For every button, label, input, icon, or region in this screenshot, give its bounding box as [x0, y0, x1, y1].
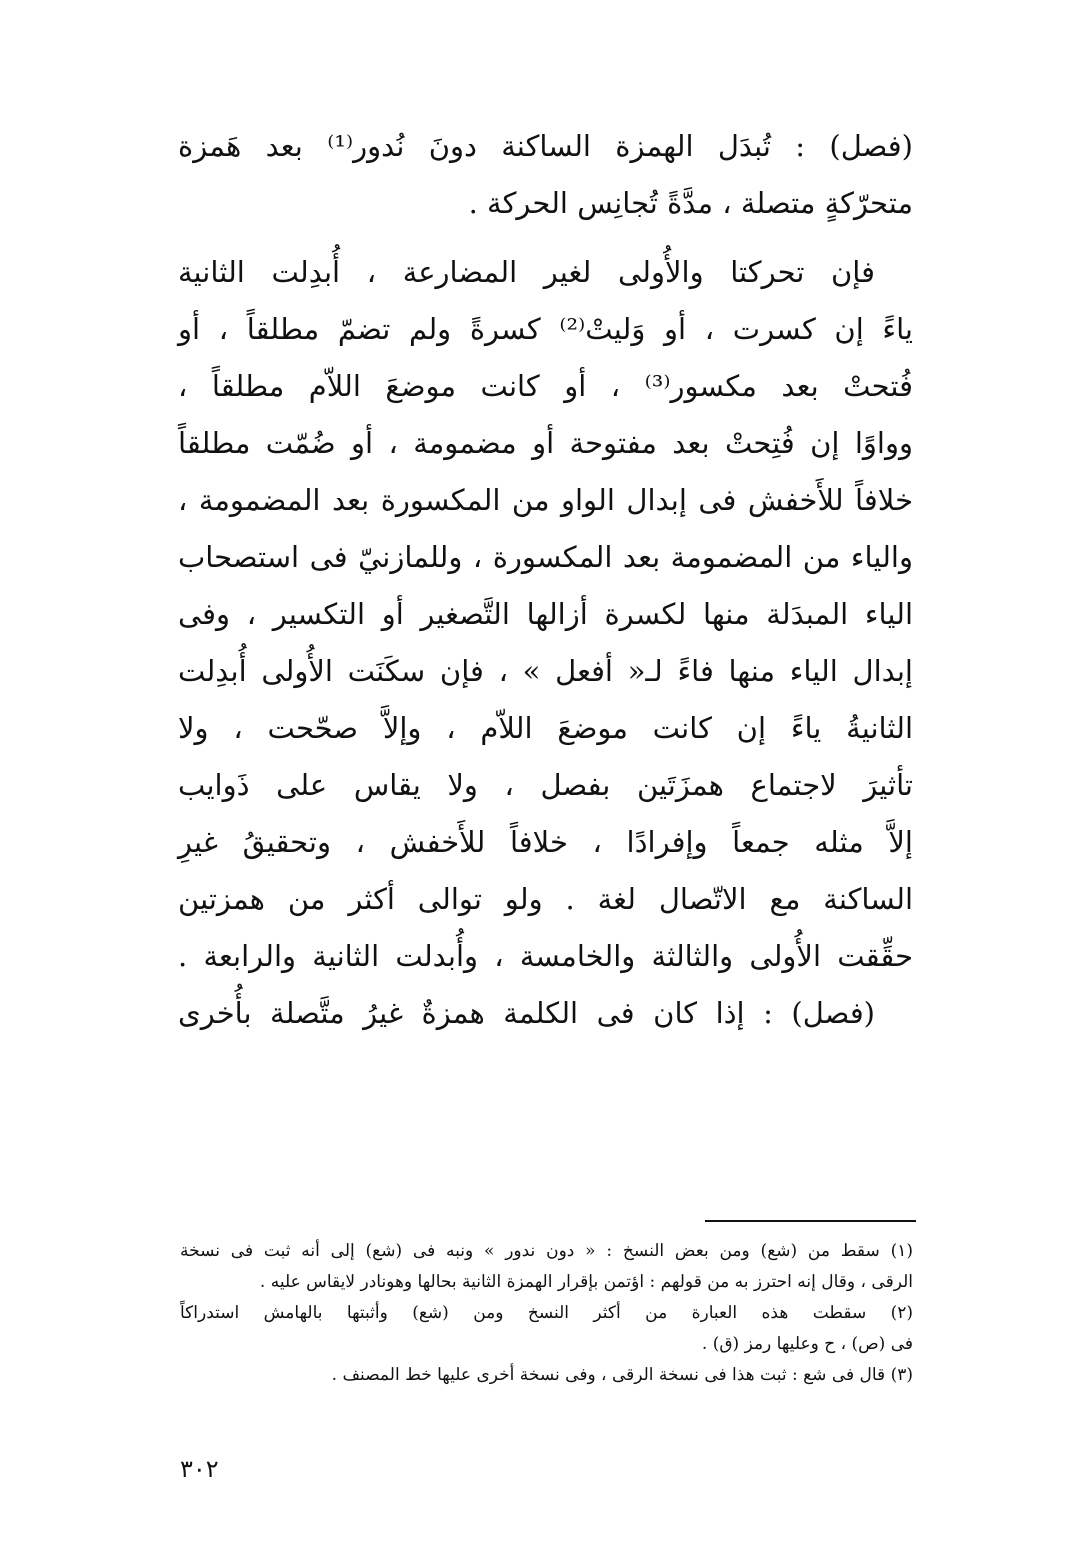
text-line-2: متحرّكةٍ متصلة ، مدَّةً تُجانِس الحركة . [468, 186, 913, 220]
footnotes [180, 1236, 913, 1391]
main-text-body [178, 118, 913, 1042]
text-line-8: والياء من المضمومة بعد المكسورة ، وللمازنيّ فى استصحاب [178, 540, 913, 574]
text-line-1: (فصل) : تُبدَل الهمزة الساكنة دونَ نُدور⁽¹⁾ بعد هَمزة [178, 129, 913, 163]
footnote-1-line-2: الرقى ، وقال إنه احترز به من قولهم : اؤتمن بإقرار الهمزة الثانية بحالها وهونادر لايقاس عليه . [259, 1272, 913, 1292]
text-line-13: إلاَّ مثله جمعاً وإفرادًا ، خلافاً للأَخفش ، وتحقيقُ غيرِ [178, 825, 913, 859]
text-line-5: فُتحتْ بعد مكسور⁽³⁾ ، أو كانت موضعَ اللاّم مطلقاً ، [178, 369, 913, 403]
text-line-9: الياء المبدَلة منها لكسرة أزالها التَّصغير أو التكسير ، وفى [178, 597, 913, 631]
footnote-1-line-1: (١) سقط من (شع) ومن بعض النسخ : « دون ندور » ونبه فى (شع) إلى أنه ثبت فى نسخة [180, 1241, 913, 1261]
text-line-15: حقِّقت الأُولى والثالثة والخامسة ، وأُبدلت الثانية والرابعة . [178, 939, 913, 973]
text-line-12: تأثيرَ لاجتماع همزَتَين بفصل ، ولا يقاس على ذَوايب [178, 768, 913, 802]
footnote-3: (٣) قال فى شع : ثبت هذا فى نسخة الرقى ، وفى نسخة أخرى عليها خط المصنف . [331, 1365, 913, 1385]
footnote-2-line-1: (٢) سقطت هذه العبارة من أكثر النسخ ومن (شع) وأثبتها بالهامش استدراكاً [180, 1303, 913, 1323]
text-line-16: (فصل) : إذا كان فى الكلمة همزةٌ غيرُ متَّصلة بأُخرى [178, 996, 875, 1030]
footnote-separator [705, 1220, 916, 1222]
footnote-2-line-2: فى (ص) ، ح وعليها رمز (ق) . [701, 1334, 913, 1354]
text-line-4: ياءً إن كسرت ، أو وَليتْ⁽²⁾ كسرةً ولم تضمّ مطلقاً ، أو [178, 312, 913, 346]
text-line-10: إبدال الياء منها فاءً لـ« أفعل » ، فإن سكَنَت الأُولى أُبدِلت [178, 654, 913, 688]
page-number: ٣٠٢ [180, 1455, 219, 1483]
text-line-7: خلافاً للأَخفش فى إبدال الواو من المكسورة بعد المضمومة ، [178, 483, 913, 517]
text-line-3: فإن تحركتا والأُولى لغير المضارعة ، أُبدِلت الثانية [178, 255, 875, 289]
text-line-14: الساكنة مع الاتّصال لغة . ولو توالى أكثر من همزتين [178, 882, 913, 916]
text-line-6: وواوًا إن فُتِحتْ بعد مفتوحة أو مضمومة ، أو ضُمّت مطلقاً [178, 426, 913, 460]
text-line-11: الثانيةُ ياءً إن كانت موضعَ اللاّم ، وإلاَّ صحّحت ، ولا [178, 711, 913, 745]
